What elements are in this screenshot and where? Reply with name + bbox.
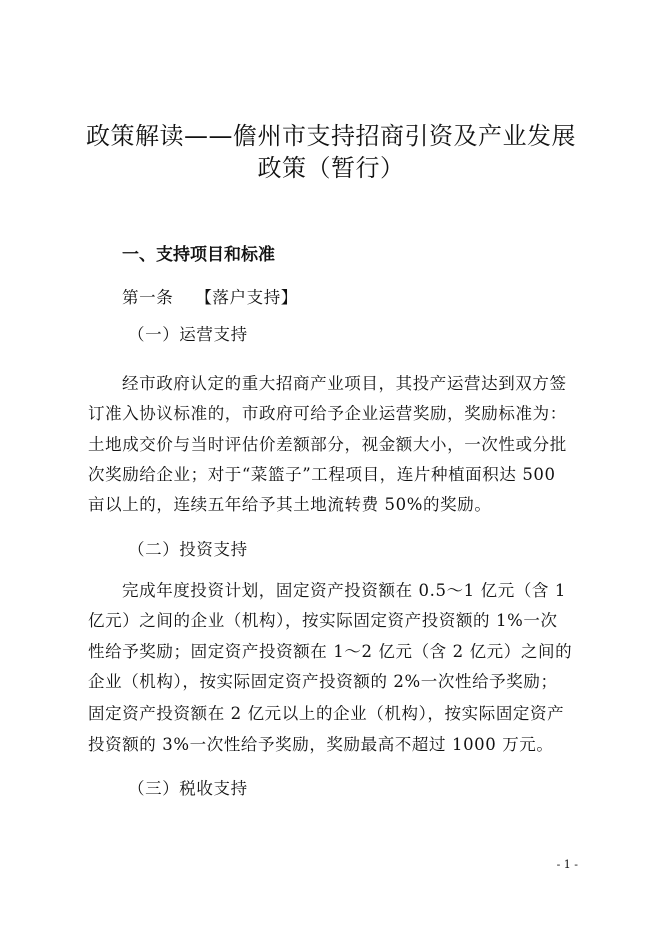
subsection-heading-tax: （三）税收支持 [128, 779, 248, 798]
page-number: - 1 - [556, 858, 578, 871]
paragraph-line: 企业（机构），按实际固定资产投资额的 2%一次性给予奖励； [88, 672, 558, 691]
paragraph-line: 订准入协议标准的，市政府可给予企业运营奖励，奖励标准为： [88, 404, 567, 423]
paragraph-line: 固定资产投资额在 2 亿元以上的企业（机构），按实际固定资产 [88, 704, 565, 723]
paragraph-line: 次奖励给企业；对于“菜篮子”工程项目，连片种植面积达 500 [88, 465, 556, 484]
paragraph-line: 完成年度投资计划，固定资产投资额在 0.5～1 亿元（含 1 [122, 581, 566, 600]
article-number: 第一条 [122, 288, 174, 307]
article-title: 【落户支持】 [195, 288, 298, 307]
document-title-line-2: 政策（暂行） [257, 154, 405, 182]
subsection-heading-operation: （一）运营支持 [128, 325, 248, 344]
article-heading [122, 284, 298, 308]
paragraph-line: 亿元）之间的企业（机构），按实际固定资产投资额的 1%一次 [88, 611, 558, 630]
subsection-heading-investment: （二）投资支持 [128, 540, 248, 559]
section-heading: 一、支持项目和标准 [122, 245, 275, 265]
paragraph-line: 亩以上的，连续五年给予其土地流转费 50%的奖励。 [88, 495, 492, 514]
paragraph-line: 土地成交价与当时评估价差额部分，视金额大小，一次性或分批 [88, 435, 567, 454]
document-title-line-1: 政策解读——儋州市支持招商引资及产业发展 [86, 122, 576, 150]
paragraph-line: 经市政府认定的重大招商产业项目，其投产运营达到双方签 [122, 374, 567, 393]
paragraph-line: 投资额的 3%一次性给予奖励，奖励最高不超过 1000 万元。 [88, 735, 554, 754]
paragraph-line: 性给予奖励；固定资产投资额在 1～2 亿元（含 2 亿元）之间的 [88, 642, 573, 661]
